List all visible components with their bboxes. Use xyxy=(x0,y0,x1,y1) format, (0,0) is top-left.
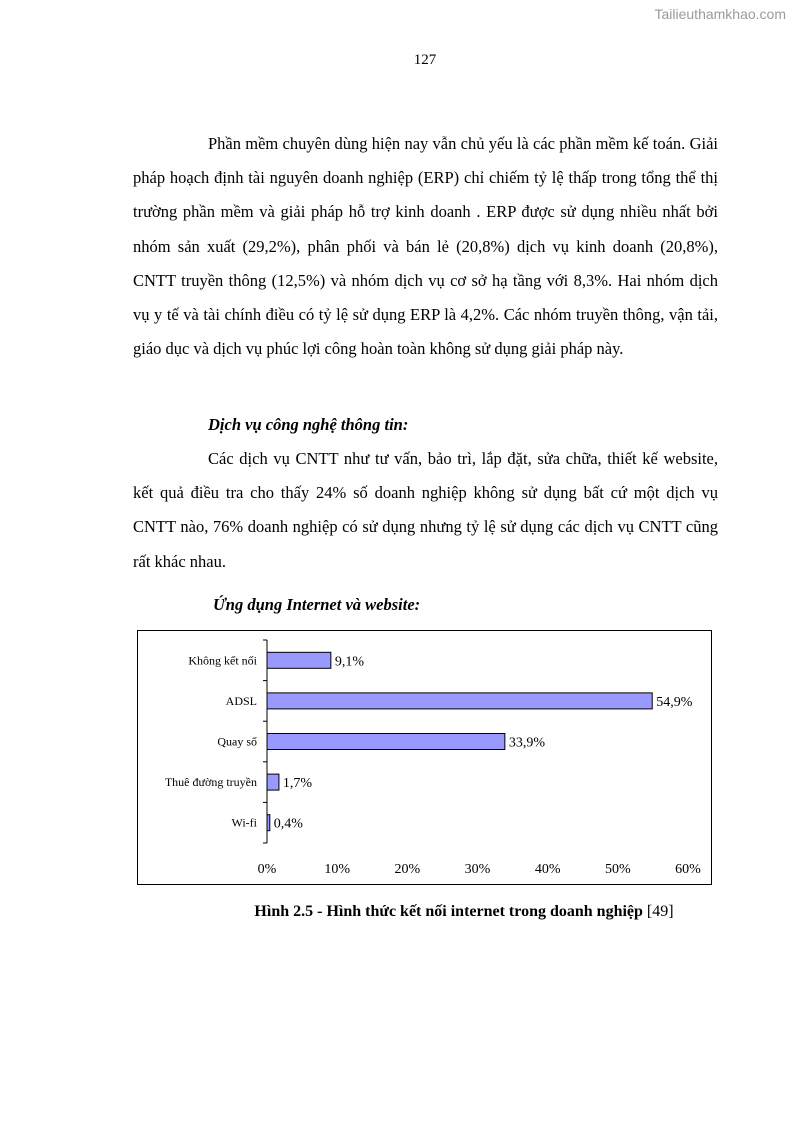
x-tick-label: 0% xyxy=(257,862,277,877)
category-label: Wi-fi xyxy=(231,815,257,830)
figure-caption-title: Hình 2.5 - Hình thức kết nối internet trong doanh nghiệp xyxy=(254,903,643,920)
category-label: Quay số xyxy=(217,734,257,749)
bar-value-label: 33,9% xyxy=(508,735,546,751)
bar-value-label: 54,9% xyxy=(656,694,693,710)
page-number: 127 xyxy=(413,52,437,68)
chart-frame xyxy=(137,630,712,885)
x-tick-label: 40% xyxy=(534,862,561,877)
x-tick-label: 50% xyxy=(604,862,631,877)
watermark: Tailieuthamkhao.com xyxy=(654,6,786,22)
x-tick-label: 30% xyxy=(464,862,491,877)
heading-internet-website: Ứng dụng Internet và website: xyxy=(213,595,421,614)
category-label: Thuê đường truyền xyxy=(164,775,257,790)
paragraph-it-services: Các dịch vụ CNTT như tư vấn, bảo trì, lắp đặt, sửa chữa, thiết kế website, kết quả điều tra cho thấy 24% số doanh nghiệp không sử dụng bất cứ một dịch vụ CNTT nào, 76% doanh nghiệp có sử dụng nhưng tỷ lệ sử dụng các dịch vụ CNTT cũng rất khác nhau. xyxy=(133,449,718,571)
category-label: Không kết nối xyxy=(188,653,257,668)
x-tick-label: 10% xyxy=(324,862,351,877)
category-label: ADSL xyxy=(225,693,257,708)
bar-value-label: 9,1% xyxy=(334,654,365,670)
bar-value-label: 0,4% xyxy=(273,816,303,832)
x-tick-label: 60% xyxy=(675,862,701,877)
heading-it-services: Dịch vụ công nghệ thông tin: xyxy=(208,415,409,434)
figure-caption xyxy=(0,903,794,921)
x-tick-label: 20% xyxy=(394,862,421,877)
figure-caption-reference: [49] xyxy=(646,903,674,920)
paragraph-erp: Phần mềm chuyên dùng hiện nay vẫn chủ yếu là các phần mềm kế toán. Giải pháp hoạch định tài nguyên doanh nghiệp (ERP) chỉ chiếm tỷ lệ thấp trong tổng thể thị trường phần mềm và giải pháp hỗ trợ kinh doanh . ERP được sử dụng nhiều nhất bởi nhóm sản xuất (29,2%), phân phối và bán lẻ (20,8%) dịch vụ kinh doanh (20,8%), CNTT truyền thông (12,5%) và nhóm dịch vụ cơ sở hạ tầng với 8,3%. Hai nhóm dịch vụ y tế và tài chính điều có tỷ lệ sử dụng ERP là 4,2%. Các nhóm truyền thông, vận tải, giáo dục và dịch vụ phúc lợi công hoàn toàn không sử dụng giải pháp này. xyxy=(133,134,718,359)
bar-value-label: 1,7% xyxy=(282,776,313,792)
